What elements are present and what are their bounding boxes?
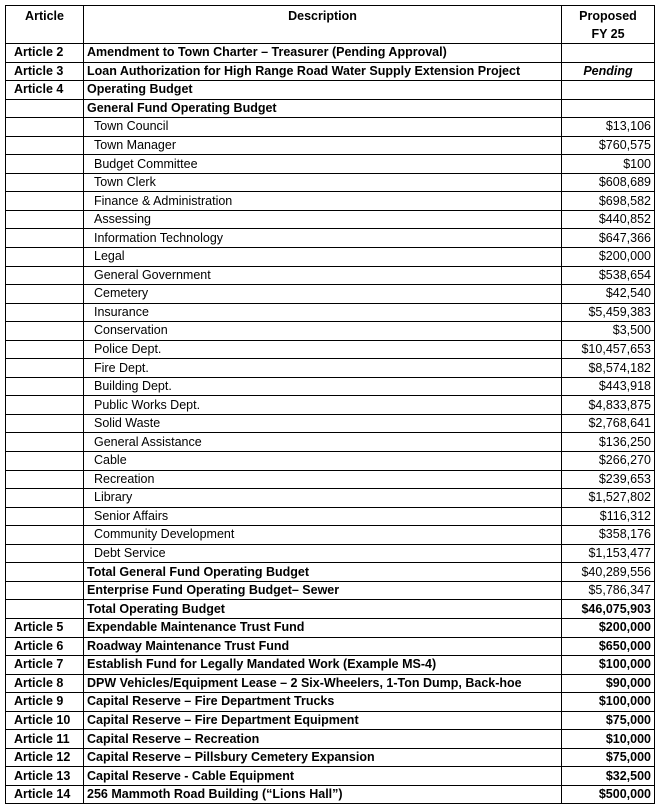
table-row: [6, 470, 655, 489]
amount-cell: [562, 44, 655, 63]
amount-cell: $116,312: [562, 507, 655, 526]
article-cell: Article 12: [6, 748, 84, 767]
table-row: [6, 489, 655, 508]
article-cell: [6, 433, 84, 452]
article-cell: [6, 99, 84, 118]
article-cell: [6, 526, 84, 545]
amount-cell: $647,366: [562, 229, 655, 248]
description-cell: Fire Dept.: [84, 359, 562, 378]
header-proposed-line1: Proposed: [579, 9, 637, 23]
table-row: [6, 118, 655, 137]
article-cell: Article 13: [6, 767, 84, 786]
amount-cell: $200,000: [562, 248, 655, 267]
description-cell: Capital Reserve – Fire Department Trucks: [84, 693, 562, 712]
amount-cell: $90,000: [562, 674, 655, 693]
article-cell: Article 9: [6, 693, 84, 712]
description-cell: Expendable Maintenance Trust Fund: [84, 618, 562, 637]
article-cell: Article 2: [6, 44, 84, 63]
description-cell: Establish Fund for Legally Mandated Work (Example MS-4): [84, 656, 562, 675]
description-cell: Legal: [84, 248, 562, 267]
description-cell: Town Manager: [84, 136, 562, 155]
amount-cell: $650,000: [562, 637, 655, 656]
amount-cell: $443,918: [562, 377, 655, 396]
description-cell: General Fund Operating Budget: [84, 99, 562, 118]
table-row: [6, 340, 655, 359]
amount-cell: $75,000: [562, 748, 655, 767]
description-cell: General Government: [84, 266, 562, 285]
article-cell: [6, 266, 84, 285]
table-row: [6, 730, 655, 749]
article-cell: Article 7: [6, 656, 84, 675]
article-cell: [6, 192, 84, 211]
amount-cell: $100,000: [562, 656, 655, 675]
table-row: [6, 62, 655, 81]
header-description: Description: [84, 6, 562, 44]
table-row: [6, 748, 655, 767]
table-row: [6, 322, 655, 341]
description-cell: Cemetery: [84, 285, 562, 304]
table-row: [6, 155, 655, 174]
amount-cell: $42,540: [562, 285, 655, 304]
table-row: [6, 785, 655, 804]
description-cell: Capital Reserve - Cable Equipment: [84, 767, 562, 786]
amount-cell: $10,000: [562, 730, 655, 749]
amount-cell: $8,574,182: [562, 359, 655, 378]
table-row: [6, 507, 655, 526]
article-cell: Article 5: [6, 618, 84, 637]
article-cell: [6, 136, 84, 155]
amount-cell: $32,500: [562, 767, 655, 786]
article-cell: [6, 470, 84, 489]
article-cell: Article 8: [6, 674, 84, 693]
article-cell: [6, 414, 84, 433]
table-row: [6, 452, 655, 471]
amount-cell: $440,852: [562, 210, 655, 229]
description-cell: Information Technology: [84, 229, 562, 248]
table-row: [6, 526, 655, 545]
amount-cell: $10,457,653: [562, 340, 655, 359]
amount-cell: $358,176: [562, 526, 655, 545]
table-row: [6, 173, 655, 192]
header-article: Article: [6, 6, 84, 44]
table-row: [6, 285, 655, 304]
amount-cell: $2,768,641: [562, 414, 655, 433]
description-cell: DPW Vehicles/Equipment Lease – 2 Six-Wheelers, 1-Ton Dump, Back-hoe: [84, 674, 562, 693]
article-cell: [6, 507, 84, 526]
description-cell: Roadway Maintenance Trust Fund: [84, 637, 562, 656]
article-cell: [6, 489, 84, 508]
article-cell: Article 14: [6, 785, 84, 804]
description-cell: Insurance: [84, 303, 562, 322]
table-row: [6, 396, 655, 415]
article-cell: [6, 377, 84, 396]
description-cell: Public Works Dept.: [84, 396, 562, 415]
description-cell: Police Dept.: [84, 340, 562, 359]
description-cell: Town Council: [84, 118, 562, 137]
description-cell: Finance & Administration: [84, 192, 562, 211]
amount-cell: $500,000: [562, 785, 655, 804]
table-row: [6, 248, 655, 267]
table-row: [6, 81, 655, 100]
amount-cell: $100: [562, 155, 655, 174]
article-cell: [6, 210, 84, 229]
amount-cell: $1,153,477: [562, 544, 655, 563]
article-cell: [6, 544, 84, 563]
description-cell: Total General Fund Operating Budget: [84, 563, 562, 582]
article-cell: Article 3: [6, 62, 84, 81]
description-cell: Town Clerk: [84, 173, 562, 192]
table-row: [6, 210, 655, 229]
description-cell: Amendment to Town Charter – Treasurer (Pending Approval): [84, 44, 562, 63]
description-cell: Assessing: [84, 210, 562, 229]
description-cell: Loan Authorization for High Range Road Water Supply Extension Project: [84, 62, 562, 81]
amount-cell: $3,500: [562, 322, 655, 341]
table-row: [6, 656, 655, 675]
header-row: [6, 6, 655, 44]
description-cell: 256 Mammoth Road Building (“Lions Hall”): [84, 785, 562, 804]
amount-cell: $75,000: [562, 711, 655, 730]
description-cell: Library: [84, 489, 562, 508]
amount-cell: $136,250: [562, 433, 655, 452]
description-cell: Conservation: [84, 322, 562, 341]
amount-cell: Pending: [562, 62, 655, 81]
article-cell: Article 10: [6, 711, 84, 730]
table-row: [6, 44, 655, 63]
table-row: [6, 767, 655, 786]
description-cell: Operating Budget: [84, 81, 562, 100]
table-row: [6, 711, 655, 730]
description-cell: Capital Reserve – Recreation: [84, 730, 562, 749]
article-cell: [6, 340, 84, 359]
article-cell: Article 4: [6, 81, 84, 100]
article-cell: [6, 155, 84, 174]
article-cell: Article 6: [6, 637, 84, 656]
amount-cell: $1,527,802: [562, 489, 655, 508]
article-cell: [6, 600, 84, 619]
article-cell: [6, 563, 84, 582]
table-row: [6, 266, 655, 285]
amount-cell: [562, 99, 655, 118]
amount-cell: $4,833,875: [562, 396, 655, 415]
header-proposed: [562, 6, 655, 44]
article-cell: [6, 396, 84, 415]
amount-cell: [562, 81, 655, 100]
table-row: [6, 600, 655, 619]
article-cell: [6, 118, 84, 137]
table-row: [6, 544, 655, 563]
header-proposed-line2: FY 25: [591, 27, 625, 41]
table-row: [6, 303, 655, 322]
amount-cell: $266,270: [562, 452, 655, 471]
amount-cell: $5,459,383: [562, 303, 655, 322]
amount-cell: $200,000: [562, 618, 655, 637]
article-cell: [6, 359, 84, 378]
description-cell: Solid Waste: [84, 414, 562, 433]
amount-cell: $46,075,903: [562, 600, 655, 619]
table-row: [6, 192, 655, 211]
table-header: [6, 6, 655, 44]
amount-cell: $239,653: [562, 470, 655, 489]
table-row: [6, 136, 655, 155]
description-cell: Capital Reserve – Fire Department Equipment: [84, 711, 562, 730]
description-cell: Senior Affairs: [84, 507, 562, 526]
description-cell: Capital Reserve – Pillsbury Cemetery Expansion: [84, 748, 562, 767]
table-row: [6, 674, 655, 693]
article-cell: [6, 173, 84, 192]
amount-cell: $100,000: [562, 693, 655, 712]
table-row: [6, 637, 655, 656]
description-cell: Budget Committee: [84, 155, 562, 174]
description-cell: General Assistance: [84, 433, 562, 452]
article-cell: [6, 285, 84, 304]
article-cell: [6, 581, 84, 600]
table-row: [6, 563, 655, 582]
table-row: [6, 99, 655, 118]
description-cell: Total Operating Budget: [84, 600, 562, 619]
table-row: [6, 414, 655, 433]
description-cell: Enterprise Fund Operating Budget– Sewer: [84, 581, 562, 600]
description-cell: Cable: [84, 452, 562, 471]
article-cell: [6, 229, 84, 248]
table-row: [6, 229, 655, 248]
article-cell: [6, 248, 84, 267]
table-row: [6, 581, 655, 600]
budget-document: [5, 5, 655, 804]
table-row: [6, 359, 655, 378]
article-cell: Article 11: [6, 730, 84, 749]
article-cell: [6, 322, 84, 341]
amount-cell: $40,289,556: [562, 563, 655, 582]
description-cell: Debt Service: [84, 544, 562, 563]
description-cell: Community Development: [84, 526, 562, 545]
description-cell: Building Dept.: [84, 377, 562, 396]
table-row: [6, 693, 655, 712]
article-cell: [6, 303, 84, 322]
table-row: [6, 618, 655, 637]
amount-cell: $760,575: [562, 136, 655, 155]
amount-cell: $698,582: [562, 192, 655, 211]
budget-table: [5, 5, 655, 804]
amount-cell: $13,106: [562, 118, 655, 137]
table-row: [6, 433, 655, 452]
table-row: [6, 377, 655, 396]
amount-cell: $608,689: [562, 173, 655, 192]
description-cell: Recreation: [84, 470, 562, 489]
table-body: [6, 44, 655, 804]
amount-cell: $5,786,347: [562, 581, 655, 600]
article-cell: [6, 452, 84, 471]
amount-cell: $538,654: [562, 266, 655, 285]
